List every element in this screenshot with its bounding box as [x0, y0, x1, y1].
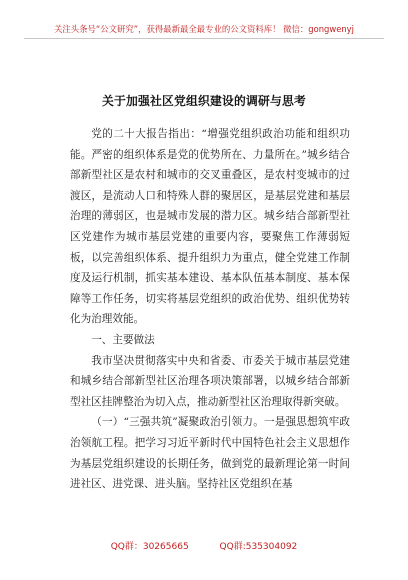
document-title: 关于加强社区党组织建设的调研与思考: [102, 94, 306, 108]
paragraph-practice: 我市坚决贯彻落实中央和省委、市委关于城市基层党建和城乡结合部新型社区治理各项决策部署，以城乡结合部新型社区挂牌整治为切入点，推动新型社区治理取得新突破。: [70, 354, 350, 408]
footer-qq-group-2: QQ群:535304092: [219, 542, 298, 552]
document-body: [70, 124, 350, 495]
paragraph-subsection: （一）“三强共筑”凝聚政治引领力。一是强思想筑牢政治领航工程。把学习习近平新时代中国特色社会主义思想作为基层党组织建设的长期任务，做到党的最新理论第一时间进社区、进党课、进头脑。坚持社区党组织在基: [70, 416, 350, 491]
section-heading: 一、主要做法: [91, 333, 155, 346]
footer-contact: [0, 539, 408, 552]
footer-qq-group-1: QQ群：30265665: [110, 542, 189, 552]
header-banner: 关注头条号“公文研究”，获得最新最全最专业的公文资料库！ 微信：gongwenyj: [24, 20, 384, 39]
paragraph-intro: 党的二十大报告指出：“增强党组织政治功能和组织功能。严密的组织体系是党的优势所在、力量所在。”城乡结合部新型社区是农村和城市的交叉重叠区，是农村变城市的过渡区，是流动人口和特殊人群的聚居区，是基层党建和基层治理的薄弱区，也是城市发展的潜力区。城乡结合部新型社区党建作为城市基层党建的重要内容，要聚焦工作薄弱短板，以完善组织体系、提升组织力为重点，健全党建工作制度及运行机制，抓实基本建设、基本队伍基本制度、基本保障等工作任务，切实将基层党组织的政治优势、组织优势转化为治理效能。: [70, 128, 350, 326]
